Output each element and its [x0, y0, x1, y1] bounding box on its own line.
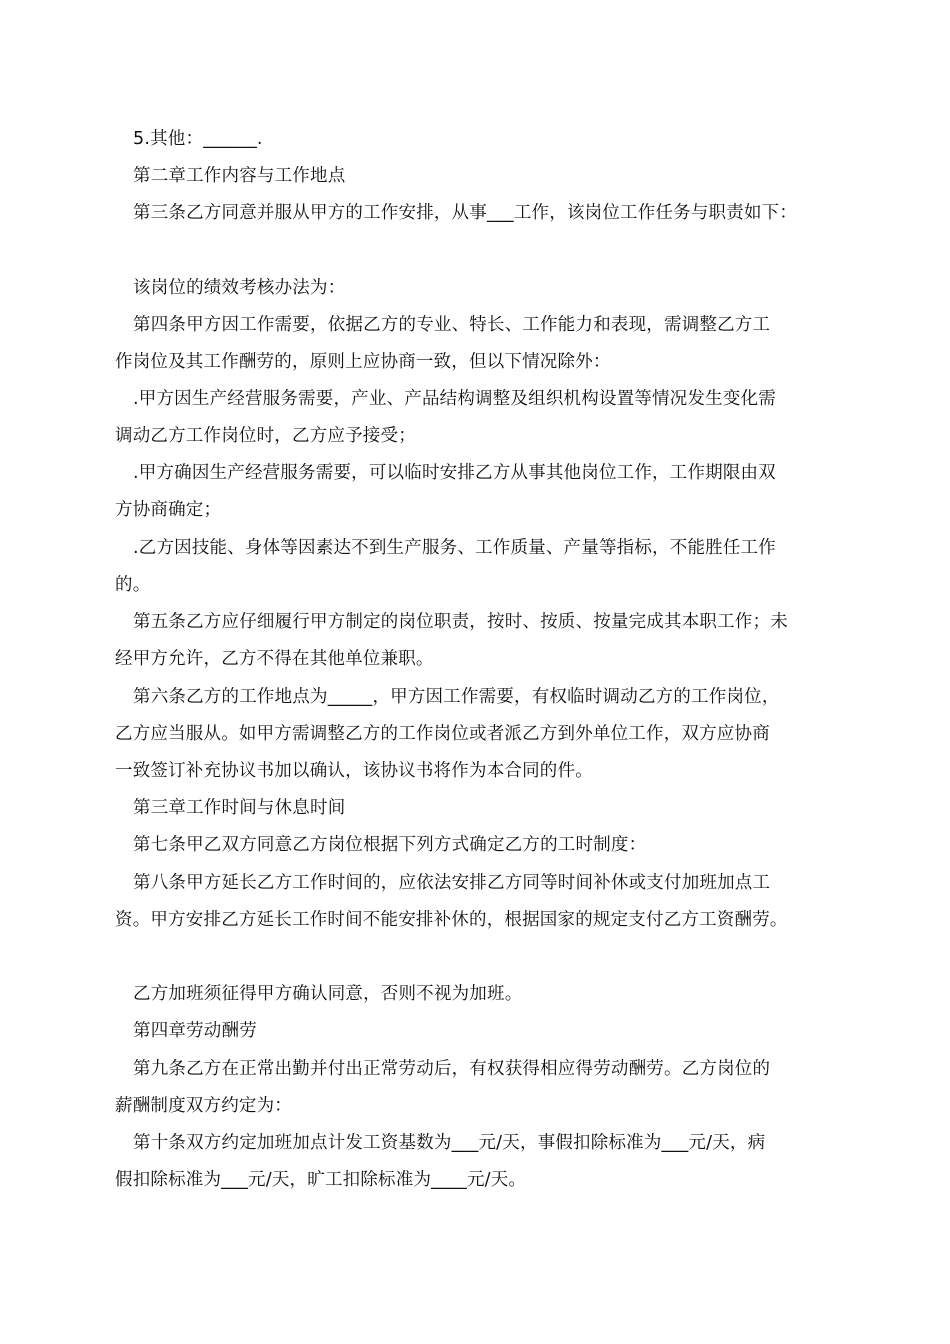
article-9-text-line-1: 第九条乙方在正常出勤并付出正常劳动后，有权获得相应得劳动酬劳。乙方岗位的 — [133, 1059, 771, 1079]
article-8-text-line-2: 资。甲方安排乙方延长工作时间不能安排补休的，根据国家的规定支付乙方工资酬劳。 — [115, 910, 788, 930]
exception-1-line-1: .甲方因生产经营服务需要，产业、产品结构调整及组织机构设置等情况发生变化需 — [133, 389, 776, 409]
exception-3-line-1: .乙方因技能、身体等因素达不到生产服务、工作质量、产量等指标，不能胜任工作 — [133, 538, 776, 558]
performance-assessment-text: 该岗位的绩效考核办法为： — [133, 278, 346, 298]
article-4-text-line-2: 作岗位及其工作酬劳的，原则上应协商一致，但以下情况除外： — [115, 352, 611, 372]
article-5-text-line-2: 经甲方允许，乙方不得在其他单位兼职。 — [115, 649, 434, 669]
article-10-text-line-1: 第十条双方约定加班加点计发工资基数为___元/天，事假扣除标准为___元/天，病 — [133, 1133, 766, 1153]
article-10-text-line-2: 假扣除标准为___元/天，旷工扣除标准为____元/天。 — [115, 1170, 527, 1190]
article-6-text-line-3: 一致签订补充协议书加以确认，该协议书将作为本合同的件。 — [115, 761, 593, 781]
article-4-text-line-1: 第四条甲方因工作需要，依据乙方的专业、特长、工作能力和表现，需调整乙方工 — [133, 315, 771, 335]
article-8-text-line-1: 第八条甲方延长乙方工作时间的，应依法安排乙方同等时间补休或支付加班加点工 — [133, 873, 771, 893]
article-5-text-line-1: 第五条乙方应仔细履行甲方制定的岗位职责，按时、按质、按量完成其本职工作；未 — [133, 612, 788, 632]
article-7-text: 第七条甲乙双方同意乙方岗位根据下列方式确定乙方的工时制度： — [133, 835, 647, 855]
exception-2-line-2: 方协商确定； — [115, 500, 222, 520]
exception-1-line-2: 调动乙方工作岗位时，乙方应予接受； — [115, 426, 416, 446]
chapter-2-heading: 第二章工作内容与工作地点 — [133, 166, 346, 186]
exception-3-line-2: 的。 — [115, 575, 151, 595]
clause-other: 5.其他：______. — [133, 129, 263, 149]
exception-2-line-1: .甲方确因生产经营服务需要，可以临时安排乙方从事其他岗位工作，工作期限由双 — [133, 463, 776, 483]
chapter-4-heading: 第四章劳动酬劳 — [133, 1021, 257, 1041]
article-6-text-line-2: 乙方应当服从。如甲方需调整乙方的工作岗位或者派乙方到外单位工作，双方应协商 — [115, 724, 770, 744]
article-9-text-line-2: 薪酬制度双方约定为： — [115, 1096, 292, 1116]
overtime-confirmation-text: 乙方加班须征得甲方确认同意，否则不视为加班。 — [133, 984, 523, 1004]
article-6-text-line-1: 第六条乙方的工作地点为_____，甲方因工作需要，有权临时调动乙方的工作岗位， — [133, 687, 780, 707]
article-3-text: 第三条乙方同意并服从甲方的工作安排，从事___工作，该岗位工作任务与职责如下： — [133, 203, 798, 223]
chapter-3-heading: 第三章工作时间与休息时间 — [133, 798, 346, 818]
